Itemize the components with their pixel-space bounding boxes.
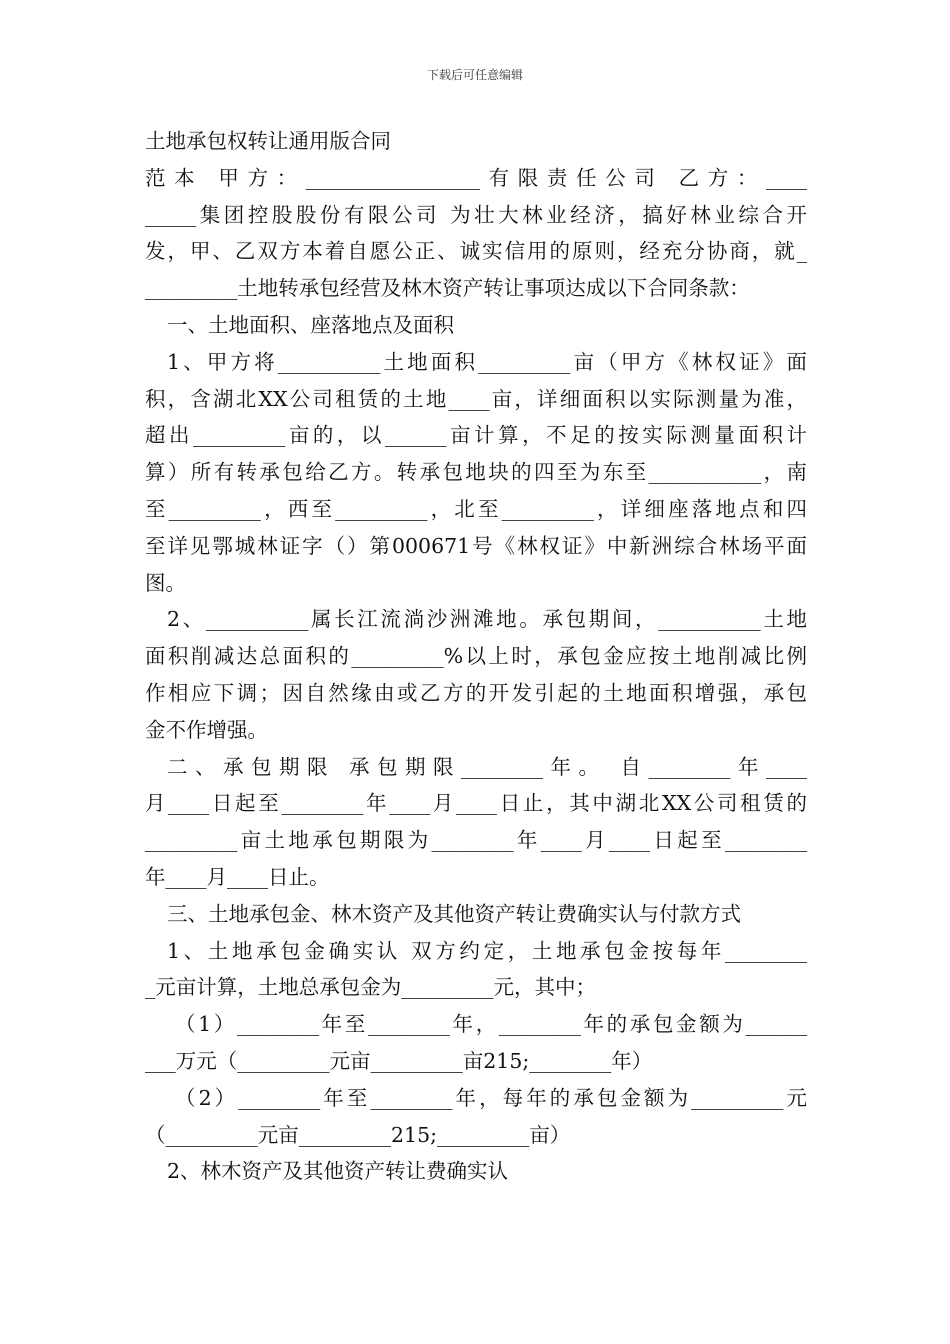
section-heading-3: 三、土地承包金、林木资产及其他资产转让费确实认与付款方式 [167, 901, 741, 926]
parties-line: 范本 甲方：_________________有限责任公司 乙方：____ [145, 165, 807, 190]
section-heading-1: 一、土地面积、座落地点及面积 [167, 312, 454, 337]
clause-line: 2、林木资产及其他资产转让费确实认 [167, 1159, 509, 1184]
preamble-line: _________土地转承包经营及林木资产转让事项达成以下合同条款： [145, 276, 750, 301]
clause-line: 图。 [145, 570, 186, 595]
clause-line: 1、土地承包金确实认 双方约定，土地承包金按每年________ [167, 938, 807, 963]
clause-line: 2、__________属长江流淌沙洲滩地。承包期间，__________土地 [167, 607, 807, 632]
clause-line: 金不作增强。 [145, 717, 268, 742]
clause-line: （1）________年至________年，________年的承包金额为______ [175, 1012, 807, 1037]
clause-line: _元亩计算，土地总承包金为_________元，其中； [145, 975, 596, 1000]
clause-line: _________亩土地承包期限为________年____月____日起至________ [145, 828, 807, 853]
clause-line: 算）所有转承包给乙方。转承包地块的四至为东至___________，南 [145, 460, 807, 485]
clause-line: 年____月____日止。 [145, 864, 330, 889]
clause-line: 积，含湖北XX公司租赁的土地____亩，详细面积以实际测量为准， [145, 386, 807, 411]
clause-line: 至_________，西至_________，北至_________，详细座落地点和四 [145, 496, 807, 521]
clause-line: 作相应下调；因自然缘由或乙方的开发引起的土地面积增强，承包 [145, 680, 807, 705]
clause-line: ___万元（_________元亩_________亩215;________年） [145, 1048, 653, 1073]
preamble-line: _____集团控股股份有限公司 为壮大林业经济，搞好林业综合开 [145, 202, 807, 227]
contract-body [145, 123, 807, 1190]
clause-line: （2）________年至________年，每年的承包金额为_________元 [175, 1085, 807, 1110]
clause-line: （_________元亩_________215;_________亩） [145, 1122, 571, 1147]
document-title: 土地承包权转让通用版合同 [145, 129, 391, 153]
clause-line: 至详见鄂城林证字（）第000671号《林权证》中新洲综合林场平面 [145, 533, 807, 558]
preamble-line: 发，甲、乙双方本着自愿公正、诚实信用的原则，经充分协商，就_ [145, 239, 807, 264]
clause-line: 1、甲方将__________土地面积_________亩（甲方《林权证》面 [167, 349, 807, 374]
clause-line: 月____日起至________年____月____日止，其中湖北XX公司租赁的 [145, 791, 807, 816]
clause-line: 面积削减达总面积的_________%以上时，承包金应按土地削减比例 [145, 644, 807, 669]
page-header: 下载后可任意编辑 [426, 68, 523, 82]
section-heading-2: 二、承包期限 承包期限________年。 自________年____ [167, 754, 807, 779]
clause-line: 超出_________亩的，以______亩计算，不足的按实际测量面积计 [145, 423, 807, 448]
